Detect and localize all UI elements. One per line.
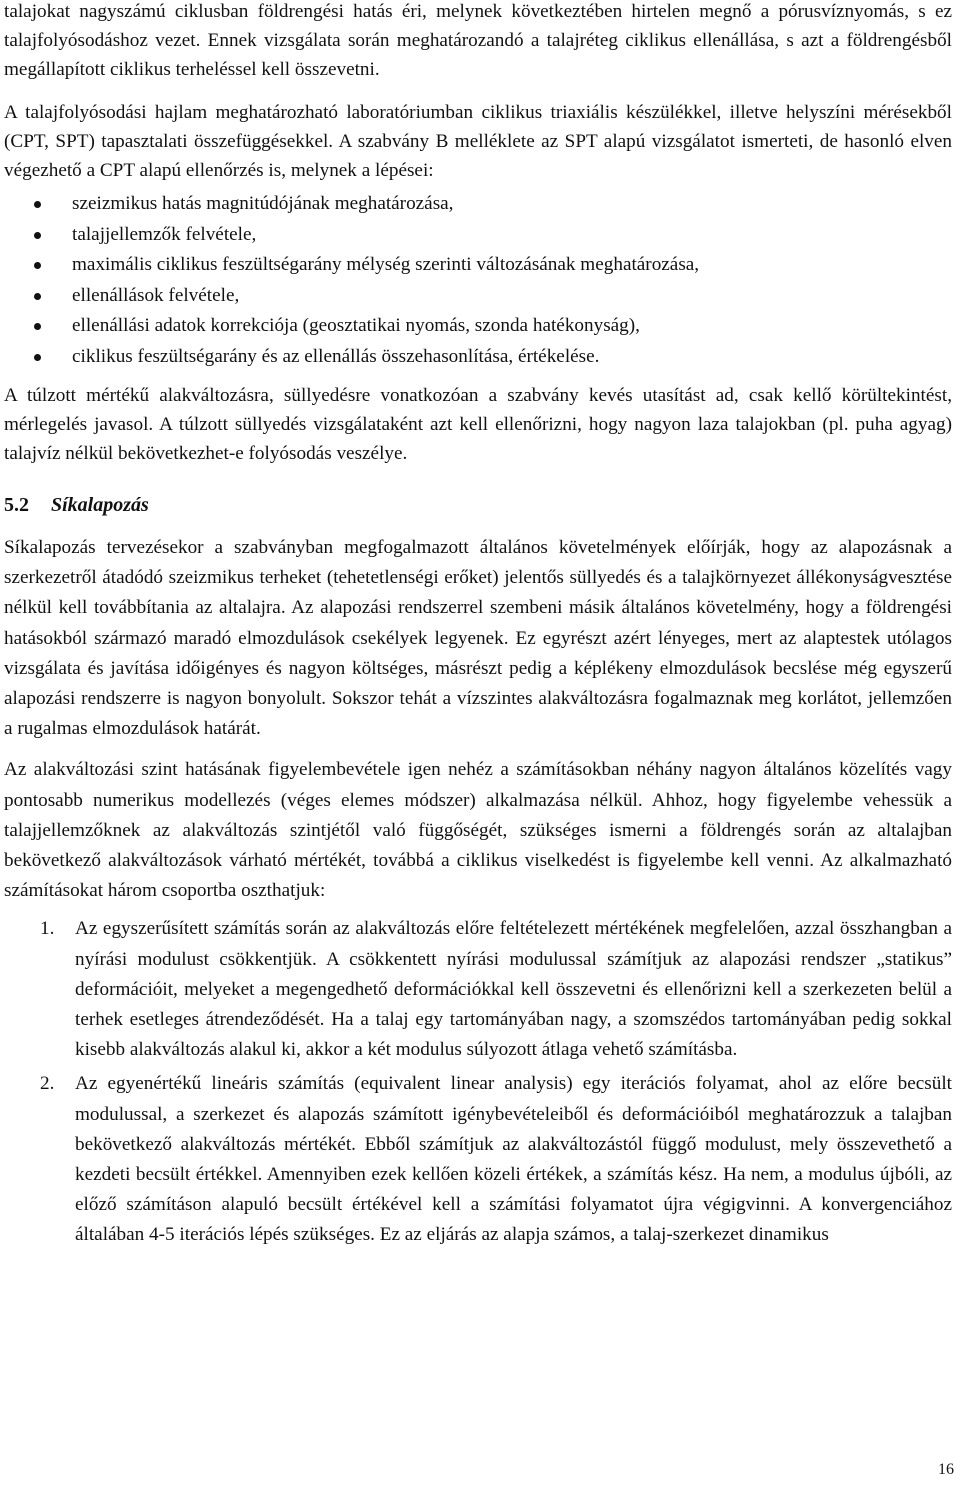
bullet-icon: [34, 232, 41, 239]
paragraph-shallow-foundation: Síkalapozás tervezésekor a szabványban megfogalmazott általános követelmények előírják, hogy az alapozásnak a szerkezetről átadódó szeizmikus terheket (tehetetlenségi erőket) jelentős süllyedés és a talajkörnyezet állékonyságvesztése nélkül kell továbbítania az altalajra. Az alapozási rendszerrel szembeni másik általános követelmény, hogy a földrengési hatásokból származó maradó elmozdulások csekélyek legyenek. Ez egyrészt azért lényeges, mert az alaptestek utólagos vizsgálata és javítása időigényes és nagyon költséges, másrészt pedig a képlékeny elmozdulások becslése még egyszerű alapozási rendszerre is nagyon bonyolult. Sokszor tehát a vízszintes alakváltozásra fogalmaznak meg korlátot, jellemzően a rugalmas elmozdulások határát.: [4, 537, 952, 740]
list-item-number: 2.: [40, 1073, 55, 1095]
bullet-icon: [34, 262, 41, 269]
bullet-icon: [34, 293, 41, 300]
list-item-text: ellenállások felvétele,: [72, 284, 240, 306]
list-item-text: Az egyenértékű lineáris számítás (equivalent linear analysis) egy iterációs folyamat, ahol az előre becsült modulussal, a szerkezet és alapozás számított igénybevételeiből és deformációiból meghatározzuk a talajban bekövetkező alakváltozás mértékét. Ebből számítjuk az alakváltozástól függő modulust, mely összevethető a kezdeti becsült értékkel. Amennyiben ezek kellően közeli értékek, a számítás kész. Ha nem, a modulus újbóli, az előző számításon alapuló becsült értékével kell a számítási folyamatot újra végigvinni. A konvergenciához általában 4-5 iterációs lépés szükséges. Ez az eljárás az alapja számos, a talaj-szerkezet dinamikus: [75, 1073, 952, 1246]
list-item-text: ciklikus feszültségarány és az ellenállás összehasonlítása, értékelése.: [72, 345, 600, 367]
list-item: [4, 250, 952, 281]
list-item-number: 1.: [40, 918, 55, 940]
paragraph-liquefaction-intro: talajokat nagyszámú ciklusban földrengési hatás éri, melynek következtében hirtelen megnő a pórusvíznyomás, s ez talajfolyósodáshoz vezet. Ennek vizsgálata során meghatározandó a talajréteg ciklikus ellenállása, s azt a földrengésből megállapított ciklikus terheléssel kell összevetni.: [4, 1, 952, 80]
list-item: [4, 189, 952, 220]
list-item: [4, 311, 952, 342]
bullet-icon: [34, 201, 41, 208]
steps-bullet-list: [4, 189, 952, 372]
list-item-text: szeizmikus hatás magnitúdójának meghatározása,: [72, 193, 454, 214]
calculation-methods-list: [4, 914, 952, 1250]
paragraph-settlement: A túlzott mértékű alakváltozásra, süllyedésre vonatkozóan a szabvány kevés utasítást ad, csak kellő körültekintést, mérlegelés javasol. A túlzott süllyedés vizsgálataként azt kell ellenőrizni, hogy nagyon laza talajokban (pl. puha agyag) talajvíz nélkül bekövetkezhet-e folyósodás veszélye.: [4, 385, 952, 464]
list-item: [4, 342, 952, 373]
list-item-text: Az egyszerűsített számítás során az alakváltozás előre feltételezett mértékének megfelelően, azzal összhangban a nyírási modulust csökkentjük. A csökkentett nyírási modulussal számítjuk az alapozási rendszer „statikus” deformációit, melyeket a megengedhető deformációkkal kell összevetni és ellenőrizni kell a szerkezeten belül a terhek esetleges átrendeződését. Ha a talaj egy tartományában nagy, a szomszédos tartományában pedig sokkal kisebb alakváltozás alakul ki, akkor a két modulus súlyozott átlaga vehető számításba.: [75, 918, 952, 1061]
section-heading: [4, 490, 952, 520]
list-item: [4, 1069, 952, 1250]
bullet-icon: [34, 354, 41, 361]
list-item: [4, 914, 952, 1065]
section-number: 5.2: [4, 494, 29, 516]
list-item-text: ellenállási adatok korrekciója (geosztatikai nyomás, szonda hatékonyság),: [72, 315, 640, 336]
paragraph-liquefaction-tests: A talajfolyósodási hajlam meghatározható laboratóriumban ciklikus triaxiális készülékkel, illetve helyszíni mérésekből (CPT, SPT) tapasztalati összefüggésekkel. A szabvány B melléklete az SPT alapú vizsgálatot ismerteti, de hasonló elven végezhető a CPT alapú ellenőrzés is, melynek a lépései:: [4, 102, 952, 181]
bullet-icon: [34, 323, 41, 330]
list-item-text: maximális ciklikus feszültségarány mélység szerinti változásának meghatározása,: [72, 254, 700, 275]
list-item: [4, 220, 952, 251]
list-item-text: talajjellemzők felvétele,: [72, 223, 257, 245]
paragraph-strain-level: Az alakváltozási szint hatásának figyelembevétele igen nehéz a számításokban néhány nagyon általános közelítés vagy pontosabb numerikus modellezés (véges elemes módszer) alkalmazása nélkül. Ahhoz, hogy figyelembe vehessük a talajjellemzőknek az alakváltozás szintjétől való függőségét, szükséges ismerni a földrengés során az altalajban bekövetkező alakváltozások várható mértékét, továbbá a ciklikus viselkedést is figyelembe kell venni. Az alkalmazható számításokat három csoportba oszthatjuk:: [4, 759, 952, 902]
list-item: [4, 281, 952, 312]
page-number: 16: [938, 1461, 954, 1478]
section-title: Síkalapozás: [51, 494, 149, 516]
